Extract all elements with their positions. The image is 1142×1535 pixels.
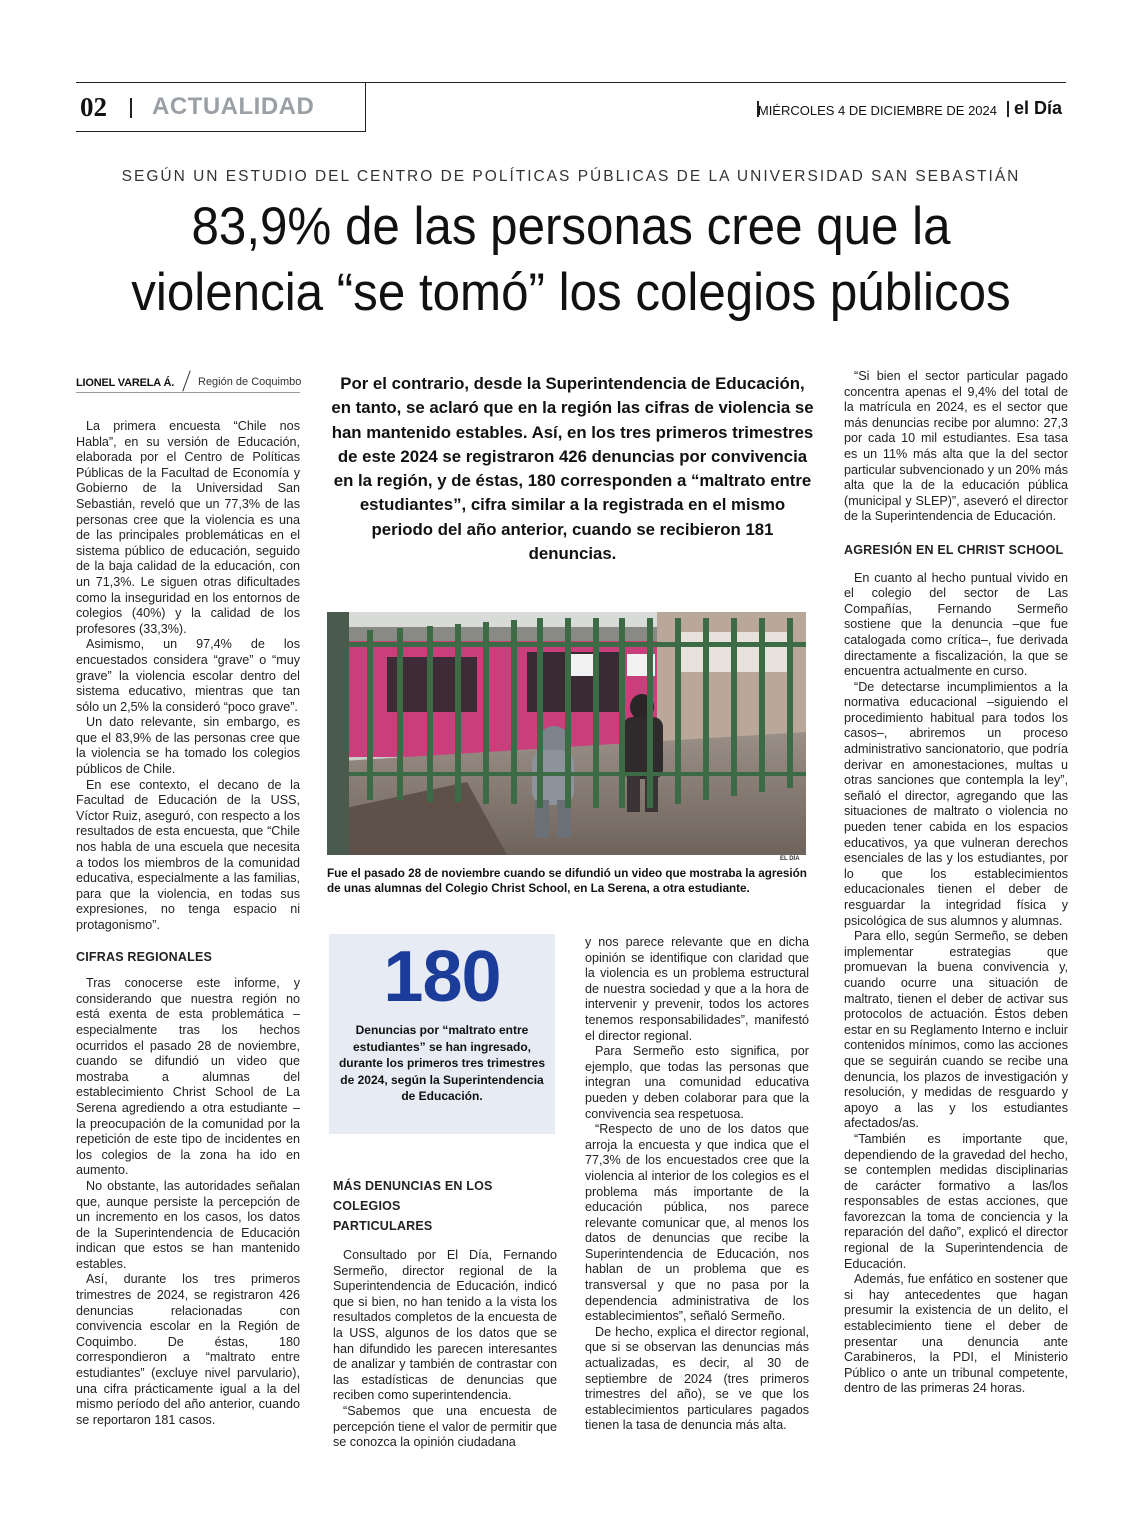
newspaper-logo: el Día (1014, 98, 1063, 118)
header-top-rule (76, 82, 1066, 83)
paragraph: No obstante, las autoridades señalan que, aunque persiste la percepción de un incremento en los casos, los datos de la Superintendencia de Educación indican que estos se han mantenido estables. (76, 1178, 300, 1271)
paragraph: En ese contexto, el decano de la Facultad de Educación de la USS, Víctor Ruiz, aseguró, con respecto a los resultados de esta encuesta, que “Chile nos habla de una escuela que necesita a todos los miembros de la comunidad educativa, especialmente a las familias, para que la violencia, en todas sus expresiones, no tenga espacio ni protagonismo”. (76, 777, 300, 932)
photo-credit: EL DÍA (780, 856, 800, 862)
header-bottom-rule (76, 131, 366, 132)
headline (96, 194, 1046, 326)
column-2 (333, 1176, 557, 1451)
paragraph: Tras conocerse este informe, y considerando que nuestra región no está exenta de esta problemática –especialmente tras los hechos ocurridos el pasado 28 de noviembre, cuando se difundió un video que mostraba a alumnas del establecimiento Christ School de La Serena agrediendo a otra estudiante – la preocupación de la comunidad por la repetición de este tipo de incidentes en los colegios de la zona ha ido en aumento. (76, 976, 300, 1178)
paragraph: y nos parece relevante que en dicha opinión se identifique con claridad que la violencia es un problema estructural de nuestra sociedad y que a la hora de intervenir y prevenir, todos los actores tenemos responsabilidades”, manifestó el director regional. (585, 935, 809, 1043)
column-1 (76, 419, 300, 1428)
byline-region: Región de Coquimbo (198, 376, 302, 388)
issue-date: MIÉRCOLES 4 DE DICIEMBRE DE 2024 (757, 103, 997, 118)
news-photo (327, 612, 806, 855)
subhead-mas-denuncias: MÁS DENUNCIAS EN LOS COLEGIOS PARTICULARES (333, 1179, 493, 1233)
subhead-agresion: AGRESIÓN EN EL CHRIST SCHOOL (844, 542, 1064, 557)
column-4 (844, 369, 1068, 1397)
paragraph: Para ello, según Sermeño, se deben implementar estrategias que promuevan la buena convivencia y, cuando ocurre una situación de maltrato, tienen el deber de activar sus protocolos de actuación. Éstos deben estar en su Reglamento Interno e incluir contenidos mínimos, como las acciones que se seguirán cuando se recibe una denuncia, los plazos de investigación y resolución, y medidas de resguardo y apoyo a las y los estudiantes afectados/as. (844, 929, 1068, 1131)
headline-line-2: violencia “se tomó” los colegios públicos (131, 263, 1011, 322)
paragraph: “Respecto de uno de los datos que arroja la encuesta y que indica que el 77,3% de los encuestados cree que la violencia al interior de los colegios es el problema más importante de la educación pública, nos parece relevante comunicar que, al menos los datos de denuncias que recibe la Superintendencia de Educación, nos hablan de un problema que es transversal y que no pasa por la dependencia administrativa de los establecimientos”, señaló Sermeño. (585, 1122, 809, 1324)
paragraph: En cuanto al hecho puntual vivido en el colegio del sector de Las Compañías, Fernando Sermeño sostiene que la denuncia –que fue catalogada como crítica–, fue derivada directamente a fiscalización, la que se encuentra actualmente en curso. (844, 570, 1068, 679)
stat-text: Denuncias por “maltrato entre estudiantes” se han ingresado, durante los primeros tres trimestres de 2024, según la Superintendencia de Educación. (338, 1023, 546, 1103)
section-title: ACTUALIDAD (152, 93, 315, 120)
paragraph: La primera encuesta “Chile nos Habla”, en su versión de Educación, elaborada por el Centro de Políticas Públicas de la Facultad de Economía y Gobierno de la Universidad San Sebastián, reveló que un 77,3% de las personas cree que la violencia es una de las principales problemáticas en el sistema público de educación, seguido de la baja calidad de la educación, con un 71,3%. Le siguen otras dificultades como la inseguridad en los entornos de colegios (40%) y la calidad de los profesores (33,3%). (76, 419, 300, 636)
paragraph: Un dato relevante, sin embargo, es que el 83,9% de las personas cree que la violencia se ha tomado los colegios públicos de Chile. (76, 715, 300, 777)
paragraph: Así, durante los tres primeros trimestres de 2024, se registraron 426 denuncias relacionadas con convivencia escolar en la Región de Coquimbo. De éstas, 180 correspondieron a “maltrato entre estudiantes” (excluye nivel parvulario), una cifra prácticamente igual a la del mismo período del año anterior, cuando se reportaron 181 casos. (76, 1272, 300, 1427)
paragraph: “De detectarse incumplimientos a la normativa educacional –siguiendo el procedimiento habitual para todos los casos–, abriremos un proceso administrativo sancionatorio, que podría derivar en amonestaciones, multas u otras sanciones que contempla la ley”, señaló el director, agregando que las situaciones de maltrato o violencia no pueden tener cabida en los espacios educativos, ya que vulneran derechos esenciales de las y los estudiantes, por lo que los establecimientos educacionales tienen el deber de resguardar la integridad física y psicológica de sus alumnos y alumnas. (844, 679, 1068, 928)
paragraph: “Si bien el sector particular pagado concentra apenas el 9,4% del total de la matrícula en 2024, es el sector que más denuncias recibe por alumno: 27,3 por cada 10 mil estudiantes. Esa tasa es un 11% más alta que la del sector particular subvencionado y un 20% más alta que la de la educación pública (municipal y SLEP)”, aseveró el director de la Superintendencia de Educación. (844, 369, 1068, 524)
byline-author: LIONEL VARELA Á. (76, 377, 175, 389)
paragraph: Consultado por El Día, Fernando Sermeño, director regional de la Superintendencia de Educación, indicó que si bien, no han tenido a la vista los resultados completos de la encuesta de la USS, algunos de los datos que se han difundido les parecen interesantes de analizar y también de contrastar con las estadísticas de denuncias que reciben como superintendencia. (333, 1248, 557, 1403)
paragraph: “También es importante que, dependiendo de la gravedad del hecho, se contemplen medidas disciplinarias de carácter formativo a las/los responsables de estas acciones, que favorezcan la toma de conciencia y la reparación del daño”, explicó el director regional de la Superintendencia de Educación. (844, 1131, 1068, 1271)
photo-illustration (327, 612, 806, 855)
paragraph: De hecho, explica el director regional, que si se observan las denuncias más actualizadas, es decir, al 30 de septiembre de 2024 (tres primeros trimestres del año), se ve que los establecimientos particulares pagados tienen la tasa de denuncia más alta. (585, 1324, 809, 1433)
column-3 (585, 935, 809, 1434)
photo-caption: Fue el pasado 28 de noviembre cuando se difundió un video que mostraba la agresión de unas alumnas del Colegio Christ School, en La Serena, a otra estudiante. (327, 867, 807, 895)
header-divider (365, 82, 366, 132)
stat-number: 180 (383, 937, 501, 1017)
paragraph: Para Sermeño esto significa, por ejemplo, que todas las personas que integran una comunidad educativa pueden y deben colaborar para que la convivencia sea respetuosa. (585, 1044, 809, 1121)
byline-rule (76, 392, 300, 393)
paragraph: Asimismo, un 97,4% de los encuestados considera “grave” o “muy grave” la violencia escolar dentro del sistema educativo, mientras que tan sólo un 2,5% la consideró “poco grave”. (76, 637, 300, 714)
page-number: 02 (80, 92, 107, 122)
header-bar (130, 98, 132, 118)
headline-line-1: 83,9% de las personas cree que la (191, 197, 951, 256)
byline-separator (182, 370, 190, 391)
lead-paragraph: Por el contrario, desde la Superintendencia de Educación, en tanto, se aclaró que en la región las cifras de violencia se han mantenido estables. Así, en los tres primeros trimestres de este 2024 se registraron 426 denuncias por convivencia en la región, y de éstas, 180 corresponden a “maltrato entre estudiantes”, cifra similar a la registrada en el mismo periodo del año anterior, cuando se recibieron 181 denuncias. (331, 374, 814, 564)
paragraph: Además, fue enfático en sostener que si hay antecedentes que hagan presumir la existencia de un delito, el establecimiento tiene el deber de presentar una denuncia ante Carabineros, la PDI, el Ministerio Público o ante un tribunal competente, dentro de las primeras 24 horas. (844, 1272, 1068, 1396)
kicker: SEGÚN UN ESTUDIO DEL CENTRO DE POLÍTICAS PÚBLICAS DE LA UNIVERSIDAD SAN SEBASTIÁN (121, 168, 1021, 185)
paragraph: “Sabemos que una encuesta de percepción tiene el valor de permitir que se conozca la opinión ciudadana (333, 1403, 558, 1450)
subhead-cifras-regionales: CIFRAS REGIONALES (76, 949, 213, 964)
logo-divider (1007, 101, 1009, 117)
